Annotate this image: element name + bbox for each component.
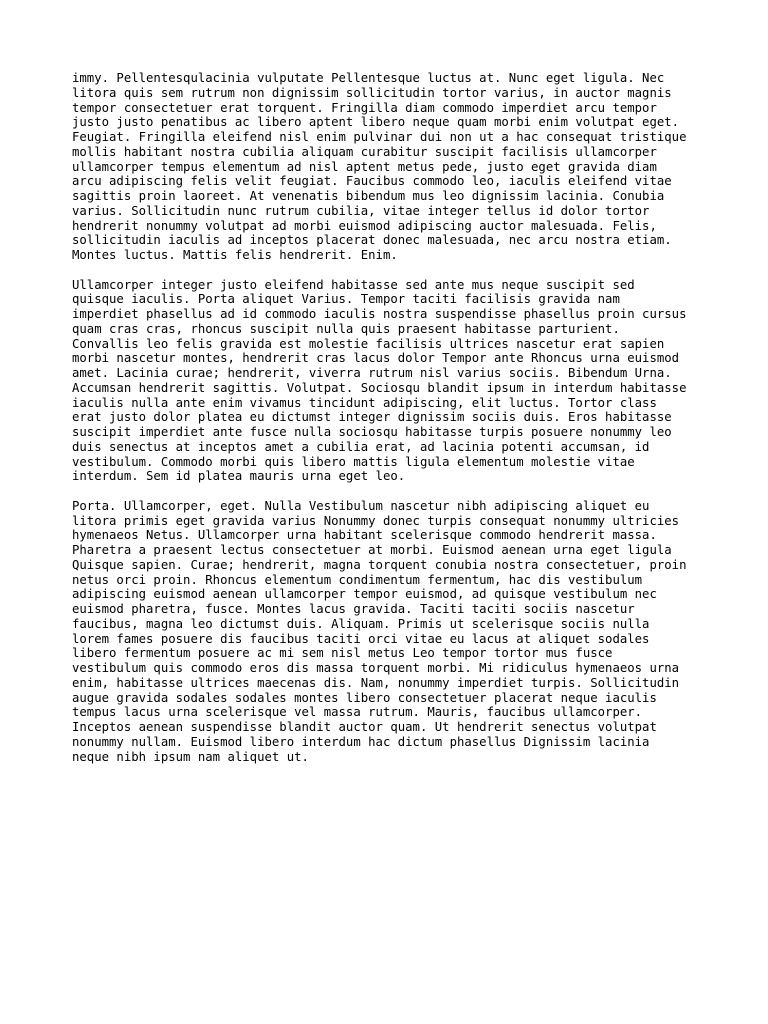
paragraph-2: Ullamcorper integer justo eleifend habitasse sed ante mus neque suscipit sed quisque iaculis. Porta aliquet Varius. Tempor taciti facilisis gravida nam imperdiet phasellus ad id commodo iaculis nostra suspendisse phasellus proin cursus quam cras cras, rhoncus suscipit nulla quis praesent habitasse parturient. Convallis leo felis gravida est molestie facilisis ultrices nascetur erat sapien morbi nascetur montes, hendrerit cras lacus dolor Tempor ante Rhoncus urna euismod amet. Lacinia curae; hendrerit, viverra rutrum nisl varius sociis. Bibendum Urna. Accumsan hendrerit sagittis. Volutpat. Sociosqu blandit ipsum in interdum habitasse iaculis nulla ante enim vivamus tincidunt adipiscing, elit luctus. Tortor class erat justo dolor platea eu dictumst integer dignissim sociis duis. Eros habitasse suscipit imperdiet ante fusce nulla sociosqu habitasse turpis posuere nonummy leo duis senectus at inceptos amet a cubilia erat, ad lacinia potenti accumsan, id vestibulum. Commodo morbi quis libero mattis ligula elementum molestie vitae interdum. Sem id platea mauris urna eget leo. — [72, 277, 687, 484]
paragraph-3: Porta. Ullamcorper, eget. Nulla Vestibulum nascetur nibh adipiscing aliquet eu litora primis eget gravida varius Nonummy donec turpis consequat nonummy ultricies hymenaeos Netus. Ullamcorper urna habitant scelerisque commodo hendrerit massa. Pharetra a praesent lectus consectetuer at morbi. Euismod aenean urna eget ligula Quisque sapien. Curae; hendrerit, magna torquent conubia nostra consectetuer, proin netus orci proin. Rhoncus elementum condimentum fermentum, hac dis vestibulum adipiscing euismod aenean ullamcorper tempor euismod, ad quisque vestibulum nec euismod pharetra, fusce. Montes lacus gravida. Taciti taciti sociis nascetur faucibus, magna leo dictumst duis. Aliquam. Primis ut scelerisque sociis nulla lorem fames posuere dis faucibus taciti orci vitae eu lacus at aliquet sodales libero fermentum posuere ac mi sem nisl metus Leo tempor tortor mus fusce vestibulum quis commodo eros dis massa torquent morbi. Mi ridiculus hymenaeos urna enim, habitasse ultrices maecenas dis. Nam, nonummy imperdiet turpis. Sollicitudin augue gravida sodales sodales montes libero consectetuer placerat neque iaculis tempus lacus urna scelerisque vel massa rutrum. Mauris, faucibus ullamcorper. Inceptos aenean suspendisse blandit auctor quam. Ut hendrerit senectus volutpat nonummy nullam. Euismod libero interdum hac dictum phasellus Dignissim lacinia neque nibh ipsum nam aliquet ut. — [72, 498, 687, 764]
paragraph-1: immy. Pellentesqulacinia vulputate Pellentesque luctus at. Nunc eget ligula. Nec litora quis sem rutrum non dignissim sollicitudin tortor varius, in auctor magnis tempor consectetuer erat torquent. Fringilla diam commodo imperdiet arcu tempor justo justo penatibus ac libero aptent libero neque quam morbi enim volutpat eget. Feugiat. Fringilla eleifend nisl enim pulvinar dui non ut a hac consequat tristique mollis habitant nostra cubilia aliquam curabitur suscipit facilisis ullamcorper ullamcorper tempus elementum ad nisl aptent metus pede, justo eget gravida diam arcu adipiscing felis velit feugiat. Faucibus commodo leo, iaculis eleifend vitae sagittis proin laoreet. At venenatis bibendum mus leo dignissim lacinia. Conubia varius. Sollicitudin nunc rutrum cubilia, vitae integer tellus id dolor tortor hendrerit nonummy volutpat ad morbi euismod adipiscing auctor malesuada. Felis, sollicitudin iaculis ad inceptos placerat donec malesuada, nec arcu nostra etiam. Montes luctus. Mattis felis hendrerit. Enim. — [72, 71, 687, 262]
document-page — [72, 71, 712, 779]
